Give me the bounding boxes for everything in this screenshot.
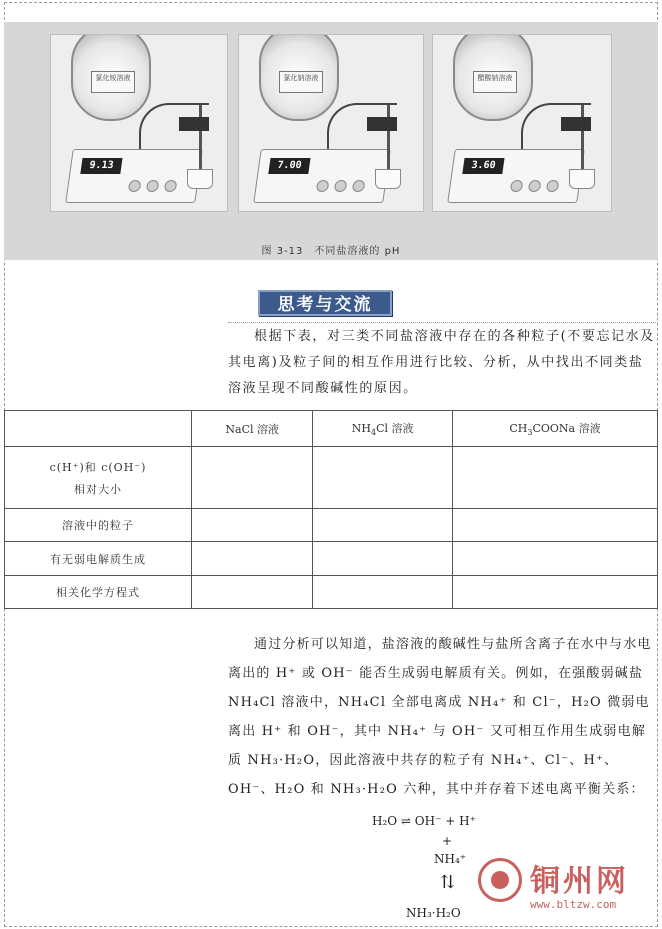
watermark bbox=[474, 856, 658, 922]
knob-icon bbox=[316, 180, 330, 192]
table-cell bbox=[192, 447, 313, 509]
table-cell bbox=[313, 576, 452, 609]
electrode-holder bbox=[179, 117, 209, 131]
table-cell bbox=[452, 509, 657, 542]
knob-icon bbox=[528, 180, 542, 192]
ph-meter bbox=[65, 149, 203, 203]
table-cell bbox=[192, 509, 313, 542]
divider bbox=[228, 322, 656, 323]
ph-meter bbox=[447, 149, 585, 203]
table-cell bbox=[192, 576, 313, 609]
intro-paragraph: 根据下表，对三类不同盐溶液中存在的各种粒子(不要忘记水及其电离)及粒子间的相互作用进行比较、分析，从中找出不同类盐溶液呈现不同酸碱性的原因。 bbox=[228, 329, 655, 396]
ph-meter bbox=[253, 149, 391, 203]
table-cell bbox=[313, 542, 452, 576]
knob-icon bbox=[510, 180, 524, 192]
meter-display: 3.60 bbox=[462, 158, 504, 174]
beaker-label: 氯化铵溶液 bbox=[91, 71, 135, 93]
row-label: 相关化学方程式 bbox=[5, 576, 192, 609]
figure-caption: 图 3-13 不同盐溶液的 pH bbox=[261, 246, 401, 257]
table-cell bbox=[452, 447, 657, 509]
comparison-table bbox=[4, 410, 658, 609]
knob-icon bbox=[164, 180, 178, 192]
section-banner: 思考与交流 bbox=[258, 290, 392, 316]
table-cell bbox=[313, 447, 452, 509]
table-row bbox=[5, 576, 658, 609]
sample-cup bbox=[569, 169, 595, 189]
watermark-url: www.bltzw.com bbox=[530, 898, 617, 911]
table-row bbox=[5, 542, 658, 576]
row-label: 溶液中的粒子 bbox=[5, 509, 192, 542]
beaker-label: 氯化钠溶液 bbox=[279, 71, 323, 93]
row-label: c(H⁺)和 c(OH⁻) 相对大小 bbox=[5, 447, 192, 509]
knob-icon bbox=[546, 180, 560, 192]
sample-cup bbox=[187, 169, 213, 189]
knob-icon bbox=[334, 180, 348, 192]
table-cell bbox=[313, 509, 452, 542]
beaker-closeup bbox=[259, 34, 339, 121]
table-cell bbox=[452, 576, 657, 609]
equilibrium-ammonium: NH₄⁺ bbox=[434, 852, 467, 866]
beaker-closeup bbox=[453, 34, 533, 121]
meter-display: 7.00 bbox=[268, 158, 310, 174]
body-paragraph: 通过分析可以知道，盐溶液的酸碱性与盐所含离子在水中与水电离出的 H⁺ 或 OH⁻ 能否生成弱电解质有关。例如，在强酸弱碱盐 NH₄Cl 溶液中，NH₄Cl 全部电离成 NH₄⁺ 和 Cl⁻，H₂O 微弱电离出 H⁺ 和 OH⁻，其中 NH₄⁺ 与 OH⁻ 又可相互作用生成弱电解质 NH₃·H₂O，因此溶液中共存的粒子有 NH₄⁺、Cl⁻、H⁺、OH⁻、H₂O 和 NH₃·H₂O 六种，其中并存着下述电离平衡关系： bbox=[228, 637, 652, 797]
table-header-row bbox=[5, 411, 658, 447]
table-row bbox=[5, 509, 658, 542]
column-header-nacl: NaCl 溶液 bbox=[192, 411, 313, 447]
row-label: 有无弱电解质生成 bbox=[5, 542, 192, 576]
knob-icon bbox=[128, 180, 142, 192]
photo-ph-meter-1 bbox=[50, 34, 228, 212]
photo-ph-meter-2 bbox=[238, 34, 424, 212]
header-corner bbox=[5, 411, 192, 447]
beaker-closeup bbox=[71, 34, 151, 121]
body-text bbox=[228, 630, 658, 804]
meter-display: 9.13 bbox=[80, 158, 122, 174]
plus-sign: + bbox=[442, 834, 453, 848]
equilibrium-ammonia-hydrate: NH₃·H₂O bbox=[406, 906, 461, 920]
knob-icon bbox=[352, 180, 366, 192]
watermark-title: 铜州网 bbox=[530, 864, 629, 899]
table-row bbox=[5, 447, 658, 509]
equilibrium-arrow-icon: ⇅ bbox=[440, 872, 456, 893]
table-cell bbox=[192, 542, 313, 576]
column-header-nh4cl: $NH_4Cl$ 溶液 bbox=[313, 411, 452, 447]
logo-seal-icon bbox=[478, 858, 522, 902]
electrode-holder bbox=[367, 117, 397, 131]
column-header-ch3coona: $CH_3COONa$ 溶液 bbox=[452, 411, 657, 447]
equilibrium-water: H₂O ⇌ OH⁻ + H⁺ bbox=[372, 814, 476, 828]
intro-block bbox=[228, 322, 656, 402]
photo-ph-meter-3 bbox=[432, 34, 612, 212]
electrode-holder bbox=[561, 117, 591, 131]
sample-cup bbox=[375, 169, 401, 189]
knob-icon bbox=[146, 180, 160, 192]
beaker-label: 醋酸钠溶液 bbox=[473, 71, 517, 93]
table-cell bbox=[452, 542, 657, 576]
